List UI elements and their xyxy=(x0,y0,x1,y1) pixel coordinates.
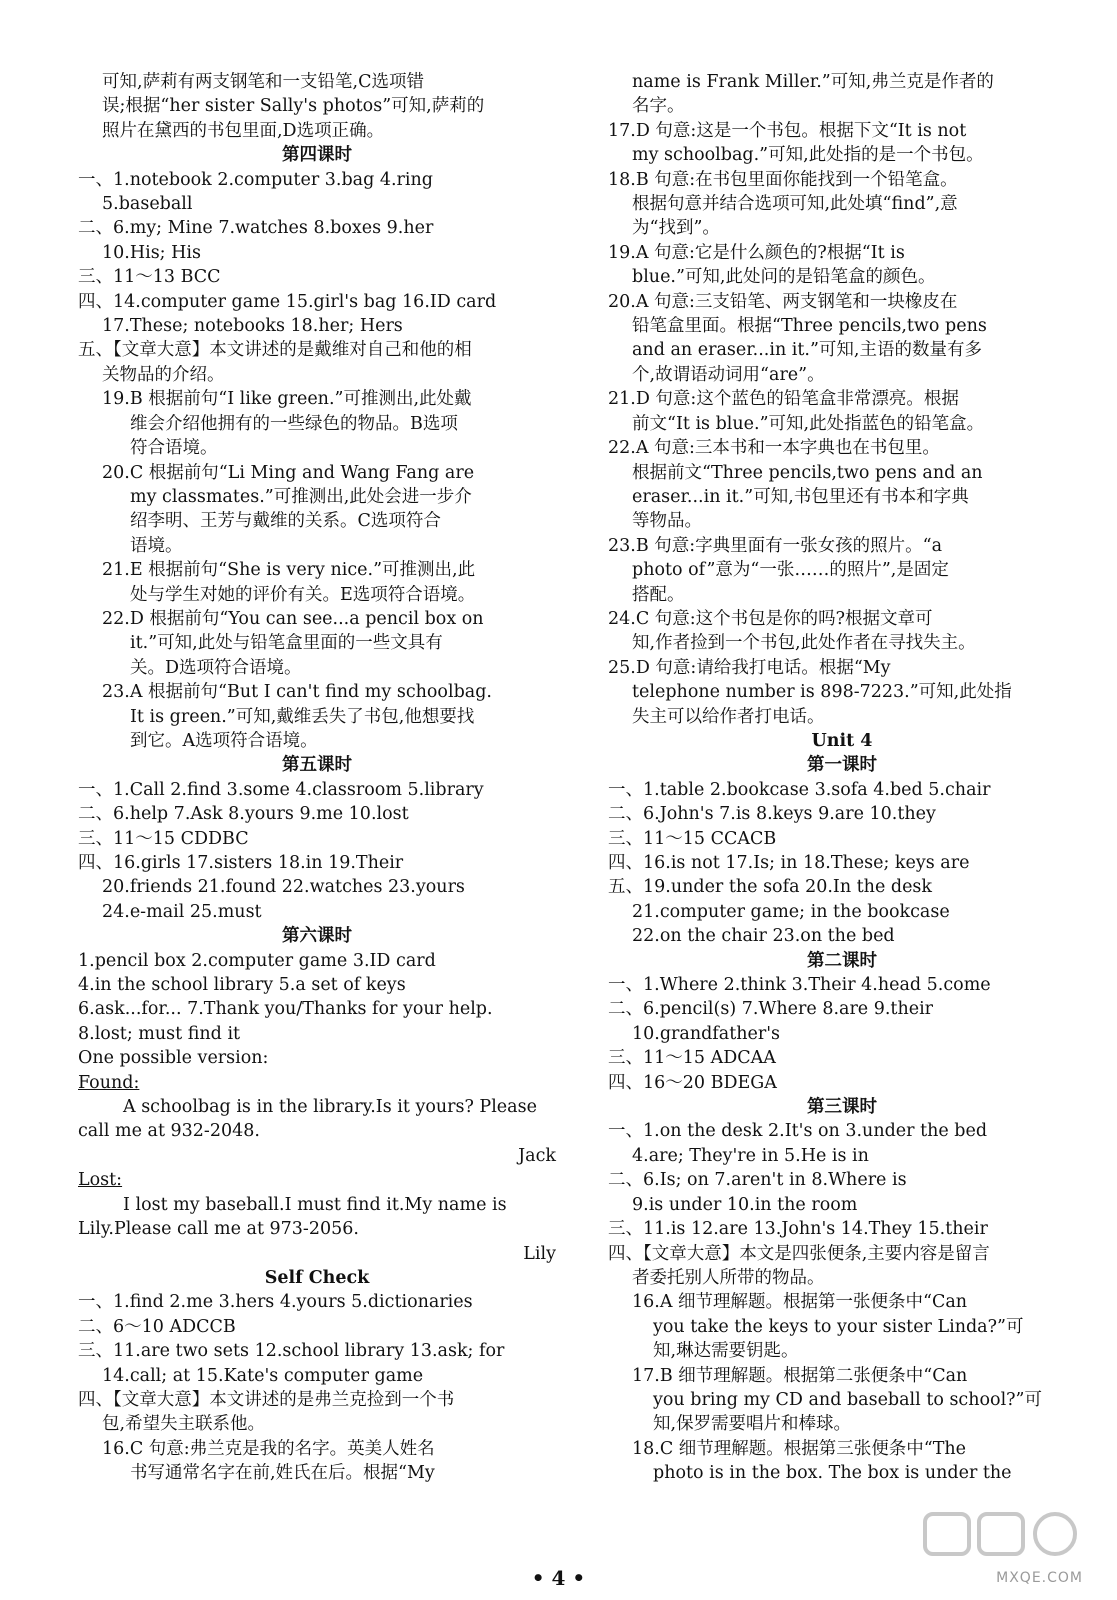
left-column-line: 19.B 根据前句“I like green.”可推测出,此处戴 xyxy=(102,389,472,410)
left-column-line: 四、16.girls 17.sisters 18.in 19.Their xyxy=(78,853,404,873)
left-column-line: 五、【文章大意】本文讲述的是戴维对自己和他的相 xyxy=(78,340,472,361)
right-column-line: 三、11～15 ADCAA xyxy=(608,1048,776,1069)
left-column-line: 16.C 句意:弗兰克是我的名字。英美人姓名 xyxy=(102,1438,435,1459)
right-column-line: 21.computer game; in the bookcase xyxy=(632,901,950,922)
right-column-line: 一、1.on the desk 2.It's on 3.under the bed xyxy=(608,1121,988,1142)
right-column-line: 前文“It is blue.”可知,此处指蓝色的铅笔盒。 xyxy=(632,413,985,434)
left-column-line: 17.These; notebooks 18.her; Hers xyxy=(102,316,403,337)
right-column-line: 24.C 句意:这个书包是你的吗?根据文章可 xyxy=(608,608,933,629)
page-number: • 4 • xyxy=(531,1566,586,1590)
right-column-line: blue.”可知,此处问的是铅笔盒的颜色。 xyxy=(632,267,936,288)
left-column-line: 到它。A选项符合语境。 xyxy=(130,730,318,751)
right-column-line: 二、6.John's 7.is 8.keys 9.are 10.they xyxy=(608,804,936,825)
right-column-line: 25.D 句意:请给我打电话。根据“My xyxy=(608,657,891,678)
right-column-line: my schoolbag.”可知,此处指的是一个书包。 xyxy=(632,145,984,166)
right-column-line: you bring my CD and baseball to school?”可 xyxy=(653,1389,1042,1410)
left-column-line: Self Check xyxy=(264,1267,370,1288)
right-column-line: Unit 4 xyxy=(811,730,873,751)
left-column-line: 二、6～10 ADCCB xyxy=(78,1316,236,1337)
left-column-line: 照片在黛西的书包里面,D选项正确。 xyxy=(102,120,385,141)
right-column-line: 19.A 句意:它是什么颜色的?根据“It is xyxy=(608,242,905,263)
right-column-line: 搭配。 xyxy=(632,584,685,605)
right-column-line: 二、6.pencil(s) 7.Where 8.are 9.their xyxy=(608,999,934,1020)
right-column-line: 知,保罗需要唱片和棒球。 xyxy=(653,1414,852,1435)
left-column-line: 可知,萨莉有两支钢笔和一支铅笔,C选项错 xyxy=(102,72,425,92)
right-column-line: 等物品。 xyxy=(632,511,702,532)
right-column-line: 铅笔盒里面。根据“Three pencils,two pens xyxy=(632,316,987,337)
left-column-line: 二、6.my; Mine 7.watches 8.boxes 9.her xyxy=(78,218,434,239)
left-column-line: 书写通常名字在前,姓氏在后。根据“My xyxy=(130,1463,435,1484)
right-column xyxy=(608,70,1076,1486)
left-column-line: 20.C 根据前句“Li Ming and Wang Fang are xyxy=(102,462,475,483)
right-column-line: 20.A 句意:三支铅笔、两支钢笔和一块橡皮在 xyxy=(608,291,958,312)
right-column-line: 4.are; They're in 5.He is in xyxy=(632,1145,869,1166)
left-column-line: 第五课时 xyxy=(282,755,352,776)
left-column-line: 5.baseball xyxy=(102,194,193,215)
right-column-line: 二、6.Is; on 7.aren't in 8.Where is xyxy=(608,1170,907,1191)
left-column xyxy=(78,70,556,1486)
right-column-line: 21.D 句意:这个蓝色的铅笔盒非常漂亮。根据 xyxy=(608,389,959,410)
left-column-line: 三、11.are two sets 12.school library 13.ask; for xyxy=(78,1341,505,1362)
left-column-line: 第四课时 xyxy=(282,145,352,166)
right-column-line: 18.B 句意:在书包里面你能找到一个铅笔盒。 xyxy=(608,169,958,190)
left-column-line: 10.His; His xyxy=(102,242,201,263)
right-column-line: 失主可以给作者打电话。 xyxy=(632,706,825,727)
left-column-line: 三、11～15 CDDBC xyxy=(78,828,249,849)
right-column-line: 第三课时 xyxy=(807,1097,877,1118)
left-column-line: 四、14.computer game 15.girl's bag 16.ID card xyxy=(78,291,497,312)
right-column-line: 22.A 句意:三本书和一本字典也在书包里。 xyxy=(608,438,940,459)
right-column-line: 者委托别人所带的物品。 xyxy=(632,1267,825,1288)
right-column-line: 16.A 细节理解题。根据第一张便条中“Can xyxy=(632,1292,968,1313)
left-column-line: 关物品的介绍。 xyxy=(102,364,225,385)
left-column-line: 三、11～13 BCC xyxy=(78,267,221,288)
right-column-line: 17.D 句意:这是一个书包。根据下文“It is not xyxy=(608,120,967,141)
left-column-line: I lost my baseball.I must find it.My name is xyxy=(123,1194,507,1215)
right-column-line: name is Frank Miller.”可知,弗兰克是作者的 xyxy=(632,72,994,92)
left-column-line: 维会介绍他拥有的一些绿色的物品。B选项 xyxy=(130,413,458,434)
left-column-line: 处与学生对她的评价有关。E选项符合语境。 xyxy=(130,584,476,605)
left-column-line: Jack xyxy=(518,1145,556,1166)
left-column-line: 一、1.notebook 2.computer 3.bag 4.ring xyxy=(78,169,433,190)
left-column-line: 包,希望失主联系他。 xyxy=(102,1414,266,1435)
right-column-line: 18.C 细节理解题。根据第三张便条中“The xyxy=(632,1438,967,1459)
left-column-line: 关。D选项符合语境。 xyxy=(130,657,302,678)
right-column-line: 一、1.Where 2.think 3.Their 4.head 5.come xyxy=(608,975,991,996)
right-column-line: 第一课时 xyxy=(807,755,877,776)
left-column-line: 一、1.find 2.me 3.hers 4.yours 5.dictionaries xyxy=(78,1292,473,1313)
left-column-line: 24.e-mail 25.must xyxy=(102,901,262,922)
right-column-line: 22.on the chair 23.on the bed xyxy=(632,926,895,947)
right-column-line: eraser...in it.”可知,书包里还有书本和字典 xyxy=(632,486,969,507)
left-column-line: it.”可知,此处与铅笔盒里面的一些文具有 xyxy=(130,633,443,654)
right-column-line: 23.B 句意:字典里面有一张女孩的照片。“a xyxy=(608,535,943,556)
left-column-line: my classmates.”可推测出,此处会进一步介 xyxy=(130,486,472,507)
left-column-line: It is green.”可知,戴维丢失了书包,他想要找 xyxy=(130,706,475,727)
right-column-line: 四、16～20 BDEGA xyxy=(608,1072,777,1093)
left-column-line: 14.call; at 15.Kate's computer game xyxy=(102,1365,424,1386)
right-column-line: you take the keys to your sister Linda?”可 xyxy=(653,1316,1024,1337)
left-column-line: 误;根据“her sister Sally's photos”可知,萨莉的 xyxy=(102,96,485,117)
right-column-line: 知,作者捡到一个书包,此处作者在寻找失主。 xyxy=(632,633,976,654)
right-column-line: 五、19.under the sofa 20.In the desk xyxy=(608,877,933,898)
right-column-line: 为“找到”。 xyxy=(632,218,720,239)
left-column-line: 符合语境。 xyxy=(130,438,218,459)
right-column-line: 10.grandfather's xyxy=(632,1023,781,1044)
left-column-line: 二、6.help 7.Ask 8.yours 9.me 10.lost xyxy=(78,804,409,825)
left-column-line: 8.lost; must find it xyxy=(78,1023,241,1044)
left-column-line: 23.A 根据前句“But I can't find my schoolbag. xyxy=(102,682,492,703)
left-column-line: call me at 932-2048. xyxy=(78,1121,260,1142)
right-column-line: 三、11～15 CCACB xyxy=(608,828,777,849)
left-column-line: 22.D 根据前句“You can see...a pencil box on xyxy=(102,608,484,629)
left-column-line: Lost: xyxy=(78,1170,123,1191)
right-column-line: 名字。 xyxy=(632,96,685,117)
right-column-line: telephone number is 898-7223.”可知,此处指 xyxy=(632,682,1012,703)
right-column-line: photo is in the box. The box is under the xyxy=(653,1463,1012,1484)
right-column-line: 知,琳达需要钥匙。 xyxy=(653,1341,799,1362)
left-column-line: 21.E 根据前句“She is very nice.”可推测出,此 xyxy=(102,560,476,581)
right-column-line: 三、11.is 12.are 13.John's 14.They 15.their xyxy=(608,1219,988,1240)
left-column-line: 语境。 xyxy=(130,535,183,556)
left-column-line: 绍李明、王芳与戴维的关系。C选项符合 xyxy=(130,511,441,532)
right-column-line: 根据前文“Three pencils,two pens and an xyxy=(632,462,983,483)
right-column-line: and an eraser...in it.”可知,主语的数量有多 xyxy=(632,340,982,361)
right-column-line: 第二课时 xyxy=(807,950,877,971)
right-column-line: 9.is under 10.in the room xyxy=(632,1194,858,1215)
left-column-line: 1.pencil box 2.computer game 3.ID card xyxy=(78,950,436,971)
left-column-line: Found: xyxy=(78,1072,140,1093)
left-column-line: Lily.Please call me at 973-2056. xyxy=(78,1219,359,1240)
left-column-line: 一、1.Call 2.find 3.some 4.classroom 5.library xyxy=(78,779,484,800)
right-column-line: 个,故谓语动词用“are”。 xyxy=(632,364,825,385)
right-column-line: 一、1.table 2.bookcase 3.sofa 4.bed 5.chair xyxy=(608,779,991,800)
left-column-line: 第六课时 xyxy=(282,926,352,947)
right-column-line: 根据句意并结合选项可知,此处填“find”,意 xyxy=(632,194,958,215)
right-column-line: 四、16.is not 17.Is; in 18.These; keys are xyxy=(608,853,970,873)
right-column-line: 四、【文章大意】本文是四张便条,主要内容是留言 xyxy=(608,1243,990,1264)
right-column-line: photo of”意为“一张……的照片”,是固定 xyxy=(632,560,949,581)
right-column-line: 17.B 细节理解题。根据第二张便条中“Can xyxy=(632,1365,968,1386)
left-column-line: A schoolbag is in the library.Is it yours? Please xyxy=(123,1097,537,1118)
left-column-line: Lily xyxy=(523,1243,556,1264)
left-column-line: 20.friends 21.found 22.watches 23.yours xyxy=(102,877,465,898)
page-number-value: 4 xyxy=(551,1566,566,1590)
left-column-line: One possible version: xyxy=(78,1048,269,1069)
watermark-text: MXQE.COM xyxy=(996,1570,1083,1586)
left-column-line: 四、【文章大意】本文讲述的是弗兰克捡到一个书 xyxy=(78,1389,455,1410)
left-column-line: 6.ask...for... 7.Thank you/Thanks for your help. xyxy=(78,999,493,1020)
left-column-line: 4.in the school library 5.a set of keys xyxy=(78,975,406,996)
